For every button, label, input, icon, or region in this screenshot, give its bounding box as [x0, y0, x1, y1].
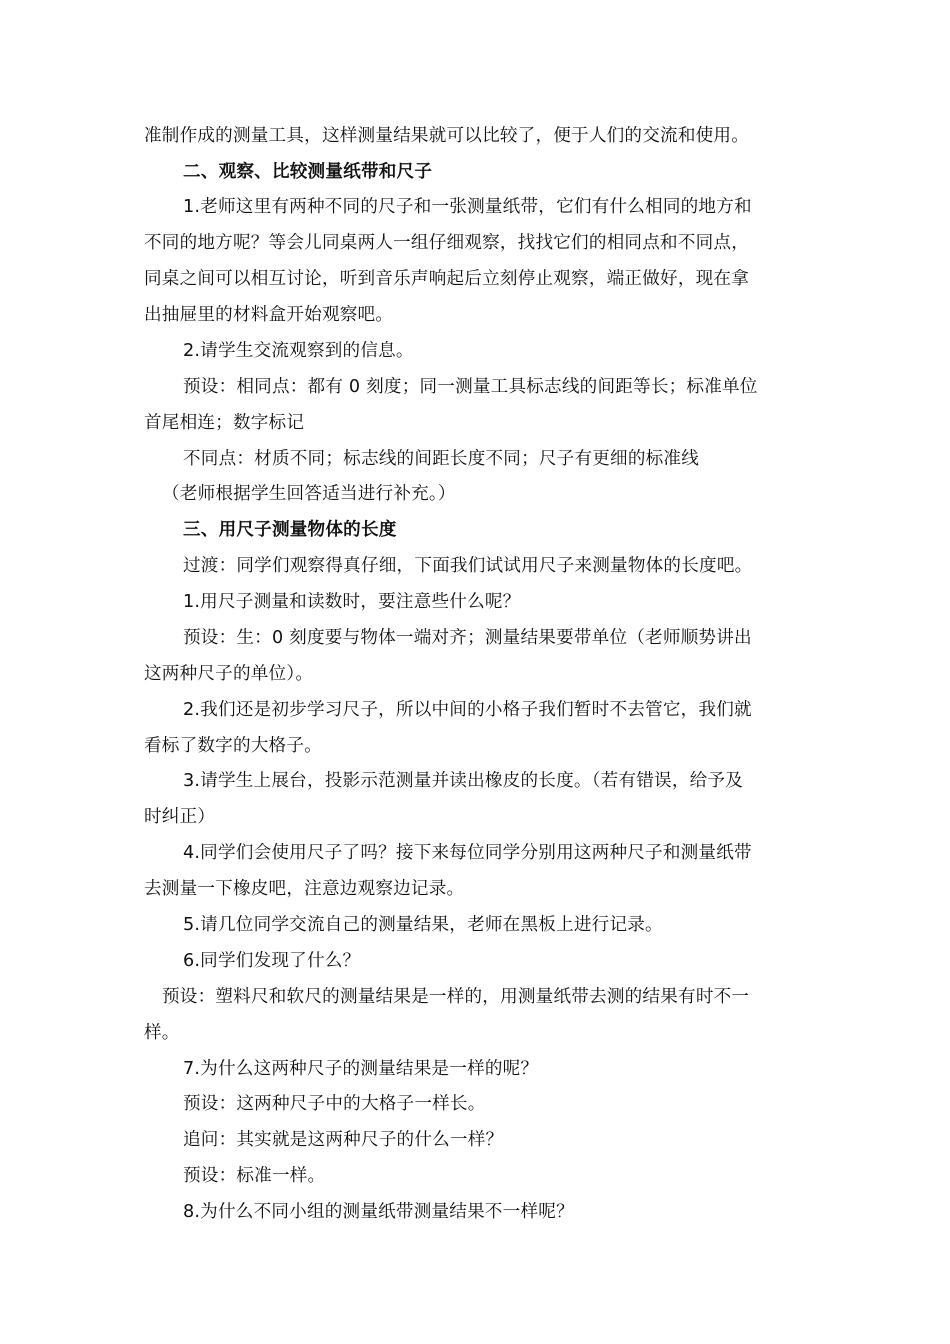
- paragraph-line: 2.我们还是初步学习尺子，所以中间的小格子我们暂时不去管它，我们就: [183, 700, 752, 720]
- paragraph-line: 这两种尺子的单位）。: [144, 664, 314, 684]
- paragraph-line: 预设：标准一样。: [183, 1166, 326, 1186]
- paragraph-line: 准制作成的测量工具，这样测量结果就可以比较了，便于人们的交流和使用。: [144, 126, 749, 146]
- paragraph-line: 同桌之间可以相互讨论，听到音乐声响起后立刻停止观察，端正做好，现在拿: [144, 269, 749, 289]
- paragraph-line: 8.为什么不同小组的测量纸带测量结果不一样呢？: [183, 1202, 574, 1222]
- paragraph-line: 出抽屉里的材料盒开始观察吧。: [144, 305, 394, 325]
- paragraph-line: 过渡：同学们观察得真仔细，下面我们试试用尺子来测量物体的长度吧。: [183, 556, 753, 576]
- paragraph-line: 不同点：材质不同；标志线的间距长度不同；尺子有更细的标准线: [183, 449, 700, 469]
- paragraph-line: 2.请学生交流观察到的信息。: [183, 341, 414, 361]
- paragraph-line: 预设：塑料尺和软尺的测量结果是一样的，用测量纸带去测的结果有时不一: [162, 987, 750, 1007]
- paragraph-line: 3.请学生上展台，投影示范测量并读出橡皮的长度。（若有错误，给予及: [183, 771, 743, 791]
- paragraph-line: 追问：其实就是这两种尺子的什么一样？: [183, 1130, 504, 1150]
- paragraph-line: 预设：生：0 刻度要与物体一端对齐；测量结果要带单位（老师顺势讲出: [183, 628, 752, 648]
- paragraph-line: 7.为什么这两种尺子的测量结果是一样的呢？: [183, 1059, 539, 1079]
- paragraph-line: 预设：相同点：都有 0 刻度；同一测量工具标志线的间距等长；标准单位: [183, 377, 758, 397]
- paragraph-line: 首尾相连；数字标记: [144, 413, 305, 433]
- paragraph-line: 样。: [144, 1023, 180, 1043]
- paragraph-line: 4.同学们会使用尺子了吗？接下来每位同学分别用这两种尺子和测量纸带: [183, 843, 752, 863]
- paragraph-line: 1.老师这里有两种不同的尺子和一张测量纸带，它们有什么相同的地方和: [183, 197, 752, 217]
- paragraph-line: 不同的地方呢？等会儿同桌两人一组仔细观察，找找它们的相同点和不同点，: [144, 233, 749, 253]
- paragraph-line: （老师根据学生回答适当进行补充。）: [162, 484, 456, 504]
- paragraph-line: 去测量一下橡皮吧，注意边观察边记录。: [144, 879, 465, 899]
- section-heading-2: 二、观察、比较测量纸带和尺子: [183, 162, 433, 182]
- paragraph-line: 预设：这两种尺子中的大格子一样长。: [183, 1094, 486, 1114]
- paragraph-line: 时纠正）: [144, 807, 216, 827]
- paragraph-line: 1.用尺子测量和读数时，要注意些什么呢？: [183, 592, 521, 612]
- section-heading-3: 三、用尺子测量物体的长度: [183, 520, 397, 540]
- paragraph-line: 6.同学们发现了什么？: [183, 951, 361, 971]
- paragraph-line: 5.请几位同学交流自己的测量结果，老师在黑板上进行记录。: [183, 915, 663, 935]
- paragraph-line: 看标了数字的大格子。: [144, 736, 322, 756]
